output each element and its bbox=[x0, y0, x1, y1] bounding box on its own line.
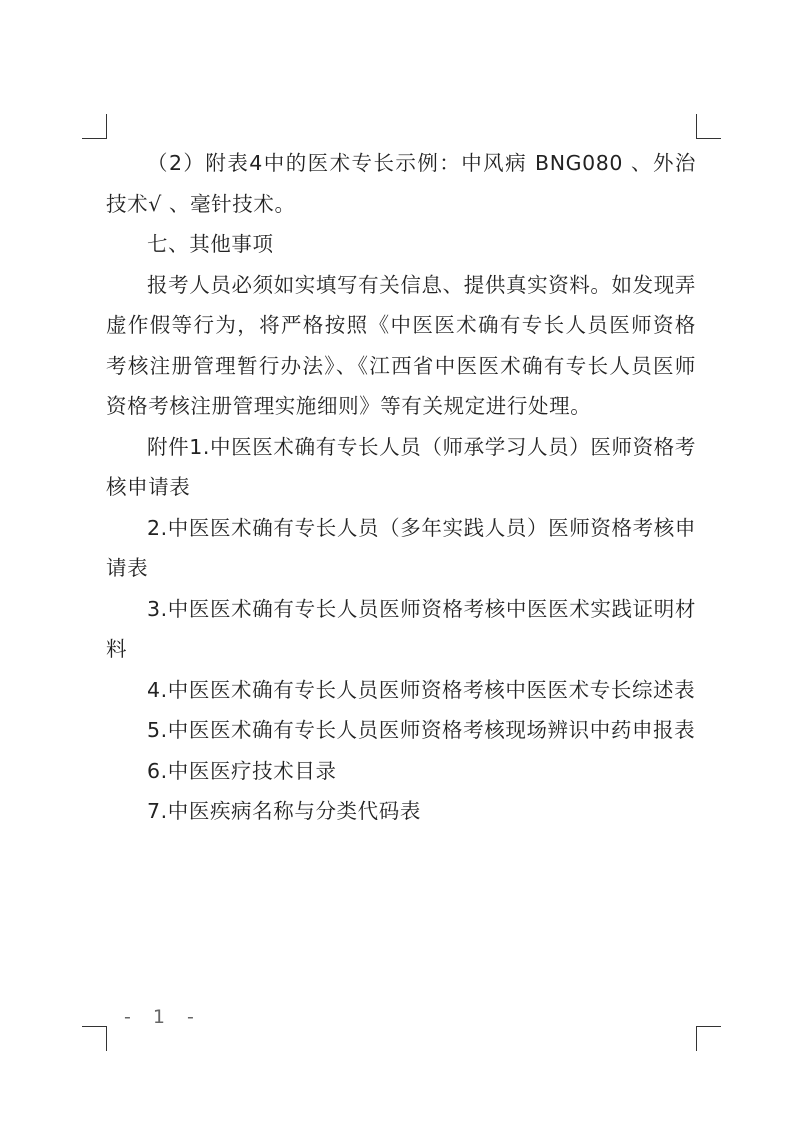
paragraph-example: （2）附表4中的医术专长示例：中风病 BNG080 、外治技术√ 、毫针技术。 bbox=[106, 151, 696, 216]
page-content bbox=[106, 143, 696, 832]
crop-mark-bottom-right bbox=[696, 1026, 721, 1051]
attachment-item-2: 2.中医医术确有专长人员（多年实践人员）医师资格考核申请表 bbox=[106, 515, 696, 580]
page-number: - 1 - bbox=[124, 1006, 202, 1028]
crop-mark-bottom-left bbox=[82, 1026, 107, 1051]
attachment-item-1: 附件1.中医医术确有专长人员（师承学习人员）医师资格考核申请表 bbox=[106, 434, 696, 499]
section-heading-other-matters: 七、其他事项 bbox=[147, 232, 274, 256]
crop-mark-top-left bbox=[82, 114, 107, 139]
attachment-item-4: 4.中医医术确有专长人员医师资格考核中医医术专长综述表 bbox=[147, 677, 696, 702]
crop-mark-top-right bbox=[696, 114, 721, 139]
attachment-item-5: 5.中医医术确有专长人员医师资格考核现场辨识中药申报表 bbox=[147, 718, 696, 742]
attachment-item-3: 3.中医医术确有专长人员医师资格考核中医医术实践证明材料 bbox=[106, 596, 696, 661]
paragraph-integrity-notice: 报考人员必须如实填写有关信息、提供真实资料。如发现弄虚作假等行为，将严格按照《中医医术确有专长人员医师资格考核注册管理暂行办法》、《江西省中医医术确有专长人员医师资格考核注册管理实施细则》等有关规定进行处理。 bbox=[106, 272, 696, 418]
attachment-item-7: 7.中医疾病名称与分类代码表 bbox=[147, 799, 421, 823]
attachment-item-6: 6.中医医疗技术目录 bbox=[147, 758, 337, 783]
